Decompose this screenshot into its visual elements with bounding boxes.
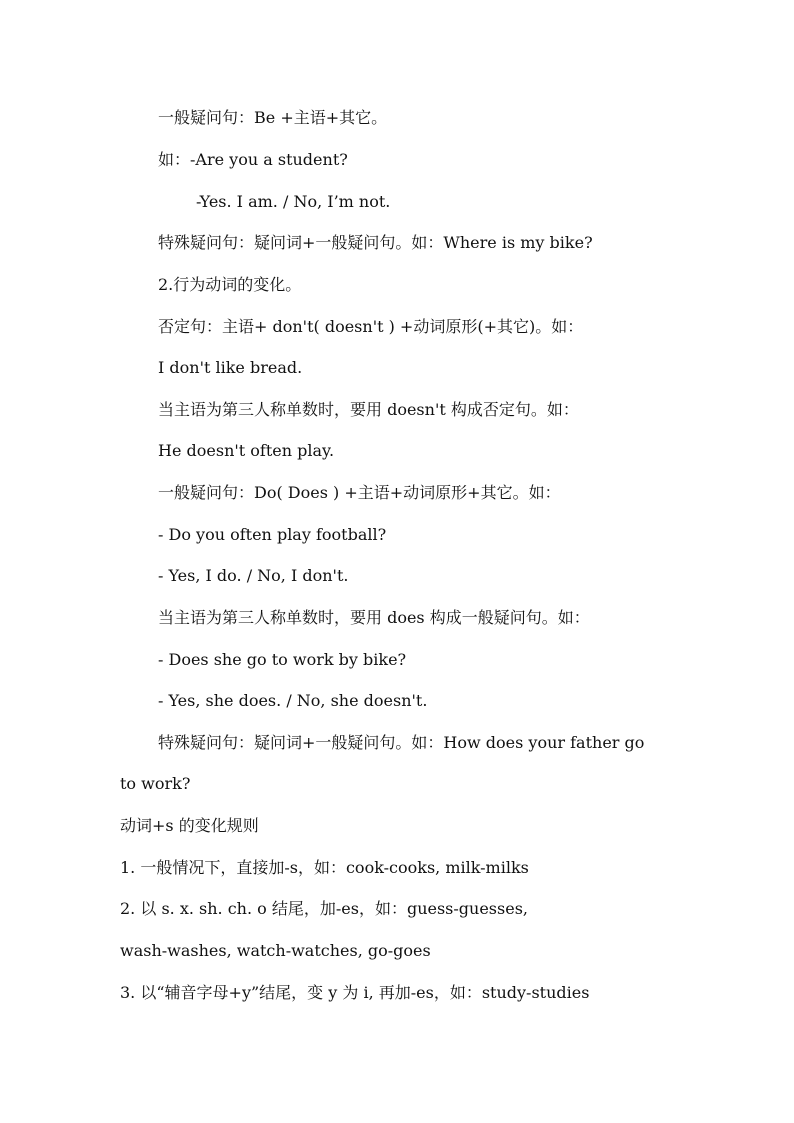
text-line: 当主语为第三人称单数时，要用 does 构成一般疑问句。如： <box>158 608 590 627</box>
text-line: I don't like bread. <box>158 358 303 377</box>
text-line: to work? <box>120 774 191 793</box>
section-heading: 2.行为动词的变化。 <box>158 275 302 294</box>
list-item: 3. 以“辅音字母+y”结尾，变 y 为 i, 再加-es，如：study-studies <box>120 983 590 1002</box>
text-line: 特殊疑问句：疑问词+一般疑问句。如：Where is my bike? <box>158 233 593 252</box>
text-line: - Yes, I do. / No, I don't. <box>158 566 349 585</box>
text-line: 特殊疑问句：疑问词+一般疑问句。如：How does your father go <box>158 733 645 752</box>
text-line: 一般疑问句：Do( Does ) +主语+动词原形+其它。如： <box>158 483 561 502</box>
list-item: 2. 以 s. x. sh. ch. o 结尾，加-es，如：guess-guesses, <box>120 899 528 918</box>
list-item: 1. 一般情况下，直接加-s，如：cook-cooks, milk-milks <box>120 858 529 877</box>
text-line: - Does she go to work by bike? <box>158 650 407 669</box>
text-line: 一般疑问句：Be +主语+其它。 <box>158 108 388 127</box>
text-line: 当主语为第三人称单数时，要用 doesn't 构成否定句。如： <box>158 400 579 419</box>
text-line: 如：-Are you a student? <box>158 150 348 169</box>
section-heading: 动词+s 的变化规则 <box>120 816 259 835</box>
text-line: -Yes. I am. / No, I’m not. <box>196 192 391 211</box>
text-line: - Yes, she does. / No, she doesn't. <box>158 691 428 710</box>
text-line: He doesn't often play. <box>158 441 335 460</box>
text-line: 否定句：主语+ don't( doesn't ) +动词原形(+其它)。如： <box>158 317 584 336</box>
text-line: wash-washes, watch-watches, go-goes <box>120 941 431 960</box>
text-line: - Do you often play football? <box>158 525 387 544</box>
